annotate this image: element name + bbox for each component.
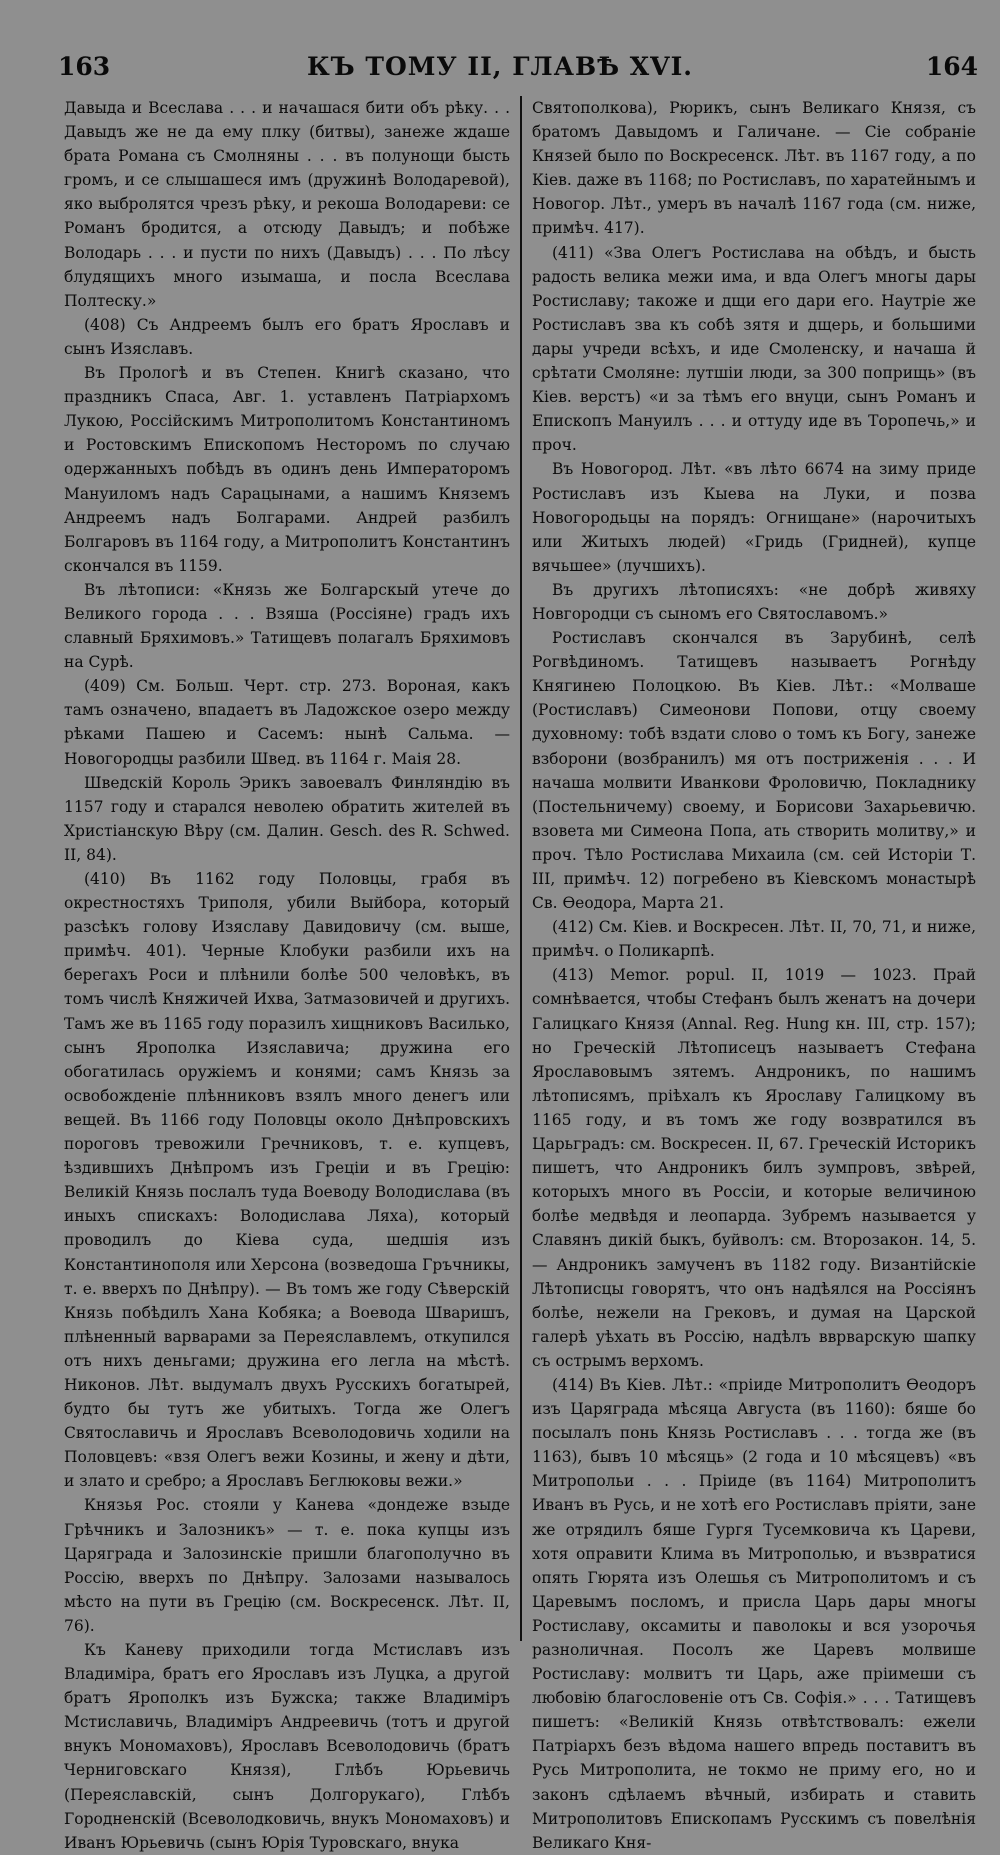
paragraph: Въ другихъ лѣтописяхъ: «не добрѣ живяху Новгородци съ сыномъ его Святославомъ.» (532, 580, 976, 623)
page-number-left: 163 (58, 52, 111, 81)
paragraph: Ростиславъ скончался въ Зарубинѣ, селѣ Рогвѣдиномъ. Татищевъ называетъ Рогнѣду Княгинею Полоцкою. Въ Кіев. Лѣт.: «Молваше (Ростиславъ) Симеонови Попови, отцу своему духовному: тобѣ вздати слово о томъ къ Богу, занеже взборони (возбранилъ) мя отъ постриженія . . . И начаша молвити Иванкови Фроловичю, Покладнику (Постельничему) своему, и Борисови Захарьевичю. взовета ми Симеона Попа, ать створить молитву,» и проч. Тѣло Ростислава Михаила (см. сей Исторіи Т. III, примѣч. 12) погребено въ Кіевскомъ монастырѣ Св. Ѳеодора, Марта 21. (532, 629, 976, 913)
paragraph: Въ Новогород. Лѣт. «въ лѣто 6674 на зиму приде Ростиславъ изъ Кыева на Луки, и позва Новогородьцы на порядъ: Огнищане» (нарочитыхъ или Житыхъ людей) «Гридь (Гридней), купце вячьшее» (лучшихъ). (532, 460, 976, 575)
paragraph: Въ лѣтописи: «Князь же Болгарскый утече до Великого города . . . Взяша (Россіяне) градъ ихъ славный Бряхимовъ.» Татищевъ полагалъ Бряхимовъ на Сурѣ. (64, 580, 510, 672)
paragraph: (410) Въ 1162 году Половцы, грабя въ окрестностяхъ Триполя, убили Выйбора, который разсѣкъ голову Изяславу Давидовичу (см. выше, примѣч. 401). Черные Клобуки разбили ихъ на берегахъ Роси и плѣнили болѣе 500 человѣкъ, въ томъ числѣ Княжичей Ихва, Затмазовичей и другихъ. Тамъ же въ 1165 году поразилъ хищниковъ Василько, сынъ Ярополка Изяславича; дружина его обогатилась оружіемъ и конями; самъ Князь за освобожденіе плѣнниковъ взялъ много денегъ или вещей. Въ 1166 году Половцы около Днѣпровскихъ пороговъ тревожили Гречниковъ, т. е. купцевъ, ѣздившихъ Днѣпромъ изъ Греціи и въ Грецію: Великій Князь послалъ туда Воеводу Володислава (въ иныхъ спискахъ: Володислава Ляха), который проводилъ до Кіева суда, шедшія изъ Константинополя или Херсона (возведоша Гръчникы, т. е. вверхъ по Днѣпру). — Въ томъ же году Сѣверскій Князь побѣдилъ Хана Кобяка; а Воевода Шваришъ, плѣненный варварами за Переяславлемъ, откупился отъ нихъ деньгами; дружина его легла на мѣстѣ. Никонов. Лѣт. выдумалъ двухъ Русскихъ богатырей, будто бы тутъ же убитыхъ. Тогда же Олегъ Святославичь и Ярославъ Всеволодовичь ходили на Половцевъ: «взя Олегъ вежи Козины, и жену и дѣти, и злато и сребро; а Ярославъ Беглюковы вежи.» (64, 870, 510, 1491)
paragraph: Святополкова), Рюрикъ, сынъ Великаго Князя, съ братомъ Давыдомъ и Галичане. — Сіе собраніе Князей было по Воскресенск. Лѣт. въ 1167 году, а по Кіев. даже въ 1168; по Ростиславъ, по харатейнымъ и Новогор. Лѣт., умеръ въ началѣ 1167 года (см. ниже, примѣч. 417). (532, 99, 976, 238)
paragraph: Шведскій Король Эрикъ завоевалъ Финляндію въ 1157 году и старался неволею обратить жителей въ Христіанскую Вѣру (см. Далин. Gesch. des R. Schwed. II, 84). (64, 773, 510, 864)
column-divider (520, 96, 522, 1641)
page-header (0, 48, 1000, 88)
paragraph: (412) См. Кіев. и Воскресен. Лѣт. II, 70, 71, и ниже, примѣч. о Поликарпѣ. (532, 918, 976, 961)
paragraph: (413) Memor. popul. II, 1019 — 1023. Прай сомнѣвается, чтобы Стефанъ былъ женатъ на дочери Галицкаго Князя (Annal. Reg. Hung кн. III, стр. 157); но Греческій Лѣтописецъ называетъ Стефана Ярославовымъ зятемъ. Андроникъ, по нашимъ лѣтописямъ, пріѣхалъ къ Ярославу Галицкому въ 1165 году, и въ томъ же году возвратился въ Царьградъ: см. Воскресен. II, 67. Греческій Историкъ пишетъ, что Андроникъ билъ зумпровъ, звѣрей, которыхъ много въ Россіи, и которые величиною болѣе медвѣдя и леопарда. Зубремъ называется у Славянъ дикій быкъ, буйволъ: см. Второзакон. 14, 5. — Андроникъ замученъ въ 1182 году. Византійскіе Лѣтописцы говорятъ, что онъ надѣялся на Россіянъ болѣе, нежели на Грековъ, и думая на Царской галерѣ уѣхать въ Россію, надѣлъ вврварскую шапку съ острымъ верхомъ. (532, 966, 976, 1370)
paragraph: (414) Въ Кіев. Лѣт.: «пріиде Митрополитъ Ѳеодоръ изъ Царяграда мѣсяца Августа (въ 1160): бяше бо посылалъ понь Князь Ростиславъ . . . тогда же (въ 1163), бывъ 10 мѣсяць» (2 года и 10 мѣсяцевъ) «въ Митропольи . . . Пріиде (въ 1164) Митрополитъ Иванъ въ Русь, и не хотѣ его Ростиславъ пріяти, зане же отрядилъ бяше Гургя Тусемковича къ Цареви, хотя оправити Клима въ Митрополью, и възвратися опять Гюрята изъ Олешья съ Митрополитомъ и съ Царевымъ посломъ, и присла Царь дары многы Ростиславу, оксамиты и паволокы и вся узорочья разноличная. Посолъ же Царевъ молвише Ростиславу: молвитъ ти Царь, аже пріимеши съ любовію благословеніе отъ Св. Софія.» . . . Татищевъ пишетъ: «Великій Князь отвѣтствовалъ: ежели Патріархъ безъ вѣдома нашего впредь поставитъ въ Русь Митрополита, не токмо не приму его, но и законъ сдѣлаемъ вѣчный, избирать и ставить Митрополитовъ Епископамъ Русскимъ съ повелѣнія Великаго Кня- (532, 1375, 976, 1852)
paragraph: (409) См. Больш. Черт. стр. 273. Вороная, какъ тамъ означено, впадаетъ въ Ладожское озеро между рѣками Пашею и Сасемъ: нынѣ Сальма. — Новогородцы разбили Швед. въ 1164 г. Маія 28. (64, 677, 510, 768)
paragraph: Къ Каневу приходили тогда Мстиславъ изъ Владиміра, братъ его Ярославъ изъ Луцка, а другой братъ Ярополкъ изъ Бужска; также Владиміръ Мстиславичь, Владиміръ Андреевичь (тотъ и другой внукъ Мономаховъ), Ярославъ Всеволодовичь (братъ Черниговскаго Князя), Глѣбъ Юрьевичь (Переяславскій, сынъ Долгорукаго), Глѣбъ Городненскій (Всеволодковичь, внукъ Мономаховъ) и Иванъ Юрьевичь (сынъ Юрія Туровскаго, внука (64, 1641, 510, 1852)
paragraph: (408) Съ Андреемъ былъ его братъ Ярославъ и сынъ Изяславъ. (64, 315, 510, 358)
paragraph: Въ Прологѣ и въ Степен. Книгѣ сказано, что праздникъ Спаса, Авг. 1. уставленъ Патріархомъ Лукою, Россійскимъ Митрополитомъ Константиномъ и Ростовскимъ Епископомъ Несторомъ по случаю одержанныхъ побѣдъ въ одинъ день Императоромъ Мануиломъ надъ Сарацынами, а нашимъ Княземъ Андреемъ надъ Болгарами. Андрей разбилъ Болгаровъ въ 1164 году, а Митрополитъ Константинъ скончался въ 1159. (64, 364, 510, 575)
paragraph: (411) «Зва Олегъ Ростислава на обѣдъ, и бысть радость велика межи има, и вда Олегъ многы дары Ростиславу; такоже и дщи его дари его. Наутріе же Ростиславъ зва къ собѣ зятя и дщерь, и большими дары учреди всѣхъ, и иде Смоленску, и начаша й срѣтати Смоляне: лутшіи люди, за 300 поприщь» (въ Кіев. верстъ) «и за тѣмъ его внуци, сынъ Романъ и Епископъ Мануилъ . . . и оттуду иде въ Торопечь,» и проч. (532, 243, 976, 455)
left-column (64, 96, 510, 1852)
paragraph: Давыда и Всеслава . . . и начашася бити объ рѣку. . . Давыдъ же не да ему плку (битвы), занеже ждаше брата Романа съ Смолняны . . . въ полунощи бысть громъ, и се слышашеся имъ (дружинѣ Володаревой), яко выбролятся чрезъ рѣку, и рекоша Володареви: се Романъ бродится, а отсюду Давыдъ; и побѣже Володарь . . . и пусти по нихъ (Давыдъ) . . . По лѣсу блудящихъ много изымаша, и посла Всеслава Полтеску.» (64, 99, 510, 310)
running-title: КЪ ТОМУ II, ГЛАВѢ XVI. (307, 52, 693, 81)
page-number-right: 164 (925, 52, 978, 81)
paragraph: Князья Рос. стояли у Канева «дондеже взыде Грѣчникъ и Залозникъ» — т. е. пока купцы изъ Царяграда и Залозинскіе пришли благополучно въ Россію, вверхъ по Днѣпру. Залозами называлось мѣсто на пути въ Грецію (см. Воскресенск. Лѣт. II, 76). (64, 1496, 510, 1635)
right-column (532, 96, 976, 1852)
